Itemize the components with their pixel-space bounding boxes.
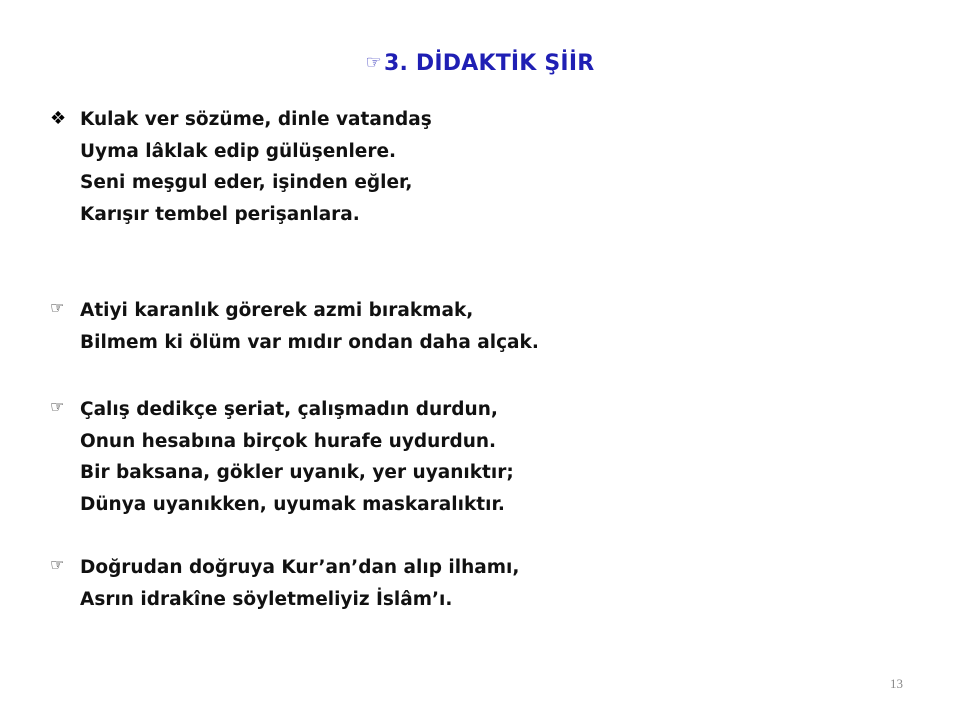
slide-title — [0, 48, 960, 79]
poem-line: Bilmem ki ölüm var mıdır ondan daha alçak. — [80, 331, 539, 353]
poem-line: Dünya uyanıkken, uyumak maskaralıktır. — [80, 493, 505, 515]
poem-line: Kulak ver sözüme, dinle vatandaş — [80, 109, 432, 130]
poem-line: Asrın idrakîne söyletmeliyiz İslâm’ı. — [80, 588, 453, 610]
hand-pointing-right-icon: ☞ — [50, 397, 65, 416]
poem-line: Bir baksana, gökler uyanık, yer uyanıktır; — [80, 462, 514, 483]
poem-stanza-3 — [50, 394, 910, 520]
poem-line: Atiyi karanlık görerek azmi bırakmak, — [80, 300, 474, 321]
page-number: 13 — [890, 676, 903, 691]
poem-line: Uyma lâklak edip gülüşenlere. — [80, 140, 397, 162]
poem-line: Onun hesabına birçok hurafe uydurdun. — [80, 430, 497, 452]
hand-pointing-right-icon: ☞ — [365, 52, 382, 73]
poem-stanza-1 — [50, 104, 910, 230]
slide-title-text: 3. DİDAKTİK ŞİİR — [383, 51, 595, 76]
poem-line: Doğrudan doğruya Kur’an’dan alıp ilhamı, — [80, 557, 520, 578]
four-diamond-bullet-icon: ❖ — [50, 108, 67, 129]
poem-line: Çalış dedikçe şeriat, çalışmadın durdun, — [80, 399, 498, 420]
poem-stanza-2 — [50, 295, 910, 358]
hand-pointing-right-icon: ☞ — [50, 298, 65, 317]
poem-line: Karışır tembel perişanlara. — [80, 203, 360, 225]
hand-pointing-right-icon: ☞ — [50, 555, 65, 574]
poem-stanza-4 — [50, 552, 910, 615]
poem-line: Seni meşgul eder, işinden eğler, — [80, 172, 413, 193]
